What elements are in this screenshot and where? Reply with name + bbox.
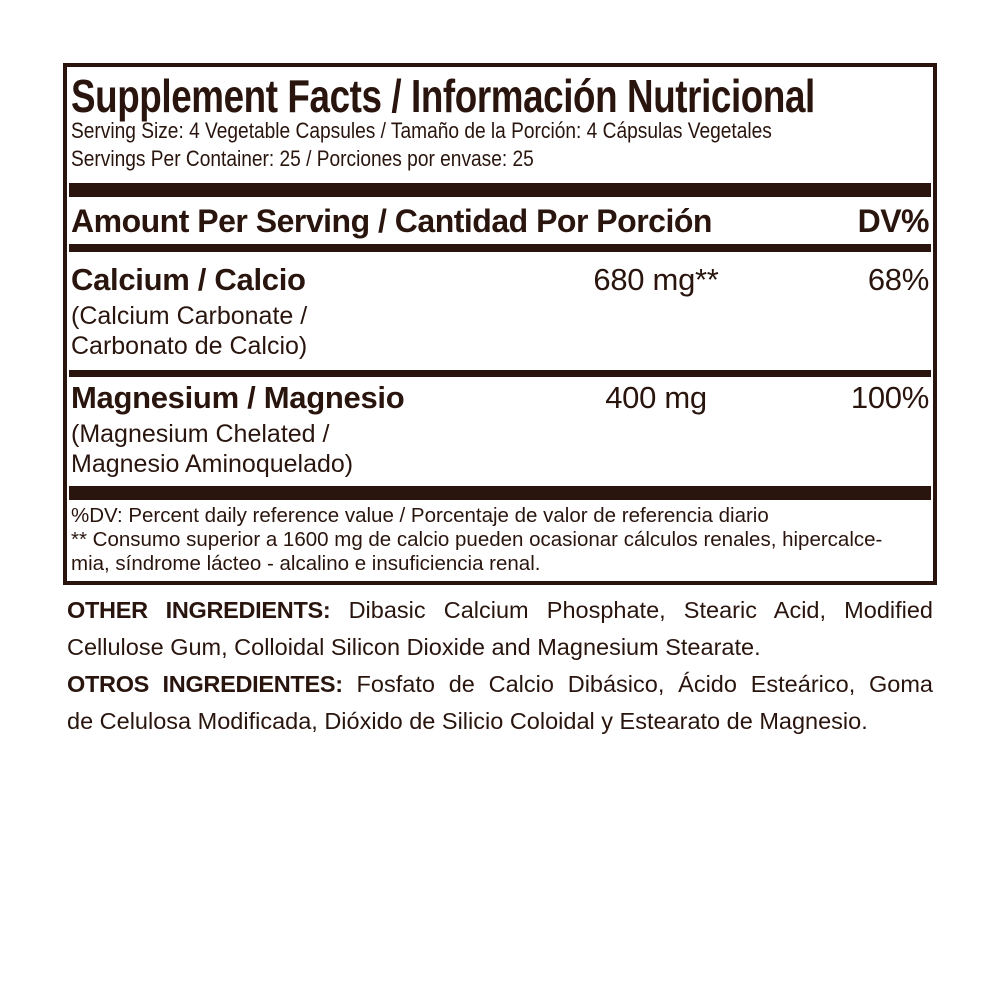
other-ingredients-es-label: OTROS INGREDIENTES: bbox=[67, 671, 343, 697]
other-ingredients-es-line2: de Celulosa Modificada, Dióxido de Silicio Coloidal y Estearato de Magnesio. bbox=[67, 708, 868, 734]
servings-per-container-line bbox=[71, 145, 929, 173]
footnote-warning-line2: mia, síndrome lácteo - alcalino e insuficiencia renal. bbox=[71, 552, 541, 575]
other-ingredients-en-line2: Cellulose Gum, Colloidal Silicon Dioxide and Magnesium Stearate. bbox=[67, 634, 761, 660]
nutrient-name: Calcium / Calcio bbox=[71, 262, 306, 297]
footnote-dv: %DV: Percent daily reference value / Porcentaje de valor de referencia diario bbox=[71, 504, 769, 527]
dv-percent-header: DV% bbox=[857, 203, 929, 239]
nutrient-dv: 100% bbox=[850, 380, 929, 415]
nutrient-detail-line: (Calcium Carbonate / bbox=[71, 302, 308, 330]
other-ingredients-en-text1: Dibasic Calcium Phosphate, Stearic Acid, Modified bbox=[348, 597, 933, 623]
nutrient-amount: 400 mg bbox=[605, 380, 707, 415]
panel-title bbox=[71, 71, 929, 122]
nutrient-detail-line: Magnesio Aminoquelado) bbox=[71, 450, 354, 478]
other-ingredients-section bbox=[67, 592, 933, 740]
panel-title-text: Supplement Facts / Información Nutricional bbox=[71, 70, 815, 122]
other-ingredients-es-line1 bbox=[67, 666, 933, 703]
nutrient-detail-line: (Magnesium Chelated / bbox=[71, 420, 330, 448]
amount-per-serving-header: Amount Per Serving / Cantidad Por Porción bbox=[71, 203, 712, 239]
supplement-facts-panel bbox=[63, 63, 937, 585]
thick-rule-bottom bbox=[69, 486, 931, 500]
servings-per-container-text: Servings Per Container: 25 / Porciones por envase: 25 bbox=[71, 146, 534, 171]
nutrient-detail-line: Carbonato de Calcio) bbox=[71, 332, 308, 360]
medium-rule-between-rows bbox=[69, 370, 931, 377]
nutrient-row-calcium bbox=[71, 259, 929, 301]
nutrient-dv: 68% bbox=[867, 262, 929, 297]
nutrient-row-magnesium bbox=[71, 377, 929, 419]
other-ingredients-en-line1 bbox=[67, 592, 933, 629]
serving-size-line bbox=[71, 117, 929, 145]
medium-rule-header bbox=[69, 244, 931, 252]
column-header-row bbox=[71, 200, 929, 242]
nutrient-name: Magnesium / Magnesio bbox=[71, 380, 405, 415]
nutrient-amount: 680 mg** bbox=[593, 262, 719, 297]
serving-size-text: Serving Size: 4 Vegetable Capsules / Tamaño de la Porción: 4 Cápsulas Vegetales bbox=[71, 118, 772, 143]
other-ingredients-es-text1: Fosfato de Calcio Dibásico, Ácido Esteárico, Goma bbox=[356, 671, 933, 697]
thick-rule-top bbox=[69, 183, 931, 197]
footnote-warning-line1: ** Consumo superior a 1600 mg de calcio pueden ocasionar cálculos renales, hipercalce- bbox=[71, 528, 883, 551]
other-ingredients-en-label: OTHER INGREDIENTS: bbox=[67, 597, 331, 623]
